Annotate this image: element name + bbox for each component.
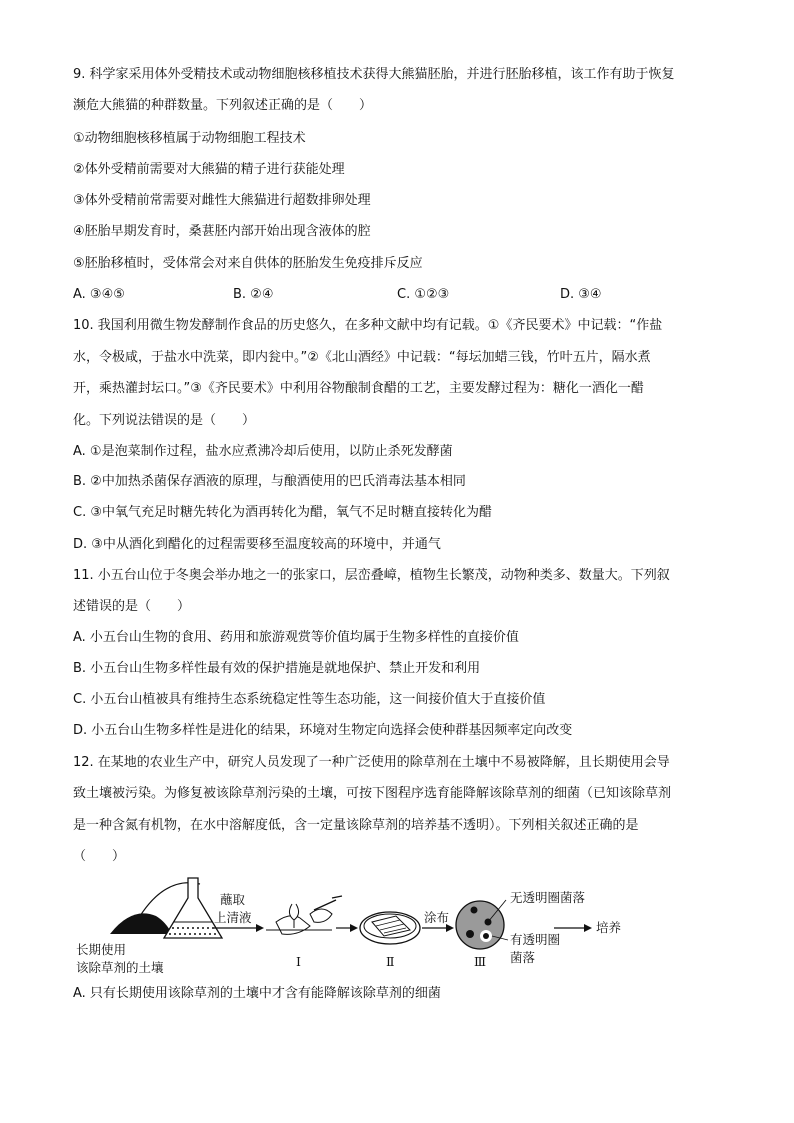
q10-option-d: D. ③中从酒化到醋化的过程需要移至温度较高的环境中，并通气 — [73, 537, 441, 552]
q10-stem-line2: 水，令极咸，于盐水中洗菜，即内瓮中。”②《北山酒经》中记载：“每坛加蜡三钱，竹叶五片，隔水煮 — [73, 350, 651, 365]
halo-label-line1: 有透明圈 — [510, 932, 561, 947]
q11-option-a: A. 小五台山生物的食用、药用和旅游观赏等价值均属于生物多样性的直接价值 — [73, 630, 519, 645]
q9-stem-line2: 濒危大熊猫的种群数量。下列叙述正确的是（ ） — [73, 98, 373, 113]
q12-stem-line2: 致土壤被污染。为修复被该除草剂污染的土壤，可按下图程序选育能降解该除草剂的细菌（已知该除草剂 — [73, 786, 672, 801]
q11-option-d: D. 小五台山生物多样性是进化的结果，环境对生物定向选择会使种群基因频率定向改变 — [73, 723, 573, 738]
inoculating-loop-icon — [266, 896, 342, 934]
soil-mound — [110, 913, 172, 934]
q12-option-a: A. 只有长期使用该除草剂的土壤中才含有能降解该除草剂的细菌 — [73, 986, 441, 1001]
q11-stem-line2: 述错误的是（ ） — [73, 599, 191, 614]
q9-stem-line1: 9. 科学家采用体外受精技术或动物细胞核移植技术获得大熊猫胚胎，并进行胚胎移植，该工作有助于恢复 — [73, 67, 675, 82]
halo-label-line2: 菌落 — [510, 950, 536, 965]
step-III-label: Ⅲ — [474, 954, 487, 969]
step-II-label: Ⅱ — [386, 954, 395, 969]
q10-stem-line1: 10. 我国利用微生物发酵制作食品的历史悠久，在多种文献中均有记载。①《齐民要术》中记载：“作盐 — [73, 318, 663, 333]
soil-label-line2: 该除草剂的土壤 — [76, 960, 164, 975]
q9-statement-5: ⑤胚胎移植时，受体常会对来自供体的胚胎发生免疫排斥反应 — [73, 256, 423, 271]
conical-flask — [164, 878, 222, 938]
q9-options — [73, 287, 733, 303]
q9-statement-3: ③体外受精前常需要对雌性大熊猫进行超数排卵处理 — [73, 193, 371, 208]
spread-label: 涂布 — [424, 910, 450, 925]
q10-option-b: B. ②中加热杀菌保存酒液的原理，与酿酒使用的巴氏消毒法基本相同 — [73, 474, 466, 489]
q9-option-b: B. ②④ — [233, 287, 274, 302]
no-halo-label: 无透明圈菌落 — [510, 890, 586, 905]
q9-option-c: C. ①②③ — [397, 287, 450, 302]
screening-procedure-diagram — [70, 870, 670, 980]
q11-option-c: C. 小五台山植被具有维持生态系统稳定性等生态功能，这一间接价值大于直接价值 — [73, 692, 546, 707]
soil-label-line1: 长期使用 — [76, 942, 127, 957]
dip-label-line1: 蘸取 — [220, 892, 246, 907]
q9-statement-1: ①动物细胞核移植属于动物细胞工程技术 — [73, 131, 306, 146]
culture-label: 培养 — [596, 920, 622, 935]
petri-dish-icon — [360, 912, 420, 944]
q11-option-b: B. 小五台山生物多样性最有效的保护措施是就地保护、禁止开发和利用 — [73, 661, 481, 676]
q12-stem-line1: 12. 在某地的农业生产中，研究人员发现了一种广泛使用的除草剂在土壤中不易被降解，且长期使用会导 — [73, 755, 670, 770]
q11-stem-line1: 11. 小五台山位于冬奥会举办地之一的张家口，层峦叠嶂，植物生长繁茂，动物种类多、数量大。下列叙 — [73, 568, 670, 583]
q9-option-a: A. ③④⑤ — [73, 287, 125, 302]
q9-option-d: D. ③④ — [560, 287, 602, 302]
q10-option-a: A. ①是泡菜制作过程，盐水应煮沸冷却后使用，以防止杀死发酵菌 — [73, 444, 453, 459]
q12-stem-line3: 是一种含氮有机物，在水中溶解度低，含一定量该除草剂的培养基不透明）。下列相关叙述正确的是 — [73, 818, 639, 833]
q10-stem-line4: 化。下列说法错误的是（ ） — [73, 413, 256, 428]
step-I-label: Ⅰ — [296, 954, 301, 969]
q12-stem-line4: （ ） — [73, 849, 126, 864]
q9-statement-2: ②体外受精前需要对大熊猫的精子进行获能处理 — [73, 162, 345, 177]
dip-label-line2: 上清液 — [214, 910, 252, 925]
q10-stem-line3: 开，乘热灌封坛口。”③《齐民要术》中利用谷物酿制食醋的工艺，主要发酵过程为：糖化一酒化一醋 — [73, 381, 644, 396]
q10-option-c: C. ③中氧气充足时糖先转化为酒再转化为醋，氧气不足时糖直接转化为醋 — [73, 505, 492, 520]
colony-plate-icon — [456, 900, 508, 949]
q9-statement-4: ④胚胎早期发育时，桑葚胚内部开始出现含液体的腔 — [73, 224, 371, 239]
